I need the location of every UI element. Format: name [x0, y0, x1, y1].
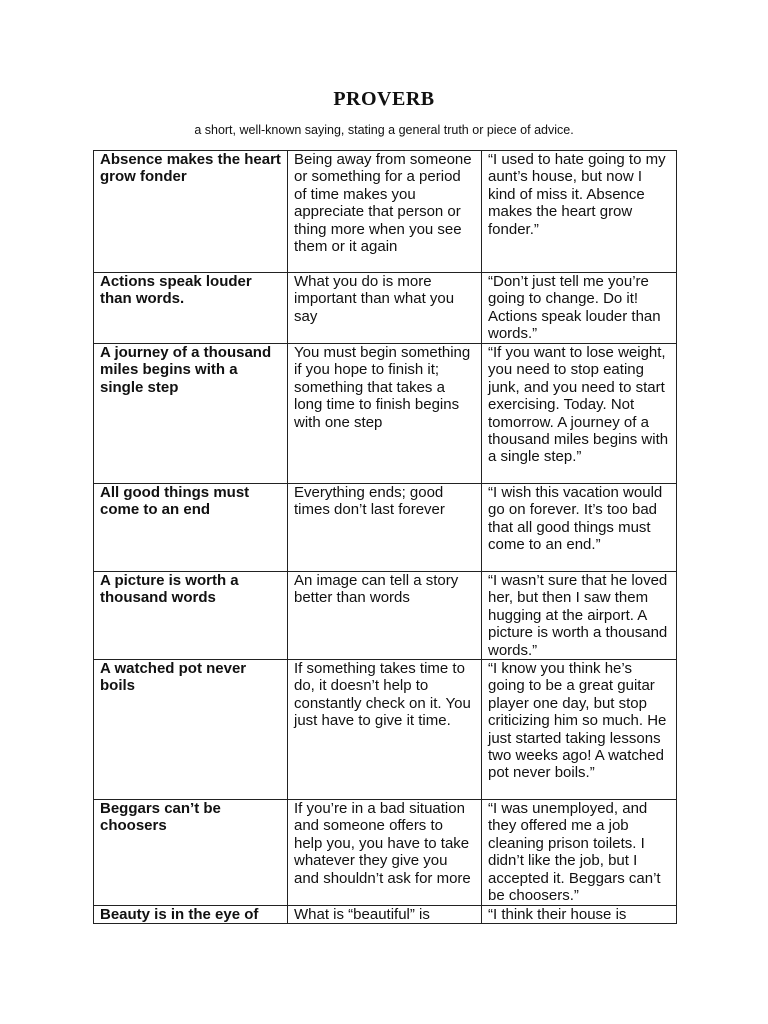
table-row [94, 800, 677, 906]
page-subtitle: a short, well-known saying, stating a general truth or piece of advice. [194, 123, 574, 137]
example-cell: “I was unemployed, and they offered me a job cleaning prison toilets. I didn’t like the job, but I accepted it. Beggars can’t be choosers.” [482, 800, 677, 906]
example-cell: “Don’t just tell me you’re going to change. Do it! Actions speak louder than words.” [482, 273, 677, 344]
meaning-cell: What you do is more important than what you say [288, 273, 482, 344]
proverb-cell: A journey of a thousand miles begins with a single step [94, 344, 288, 484]
table-row [94, 273, 677, 344]
table-row [94, 906, 677, 924]
example-cell: “I wish this vacation would go on forever. It’s too bad that all good things must come to an end.” [482, 484, 677, 572]
meaning-cell: Being away from someone or something for a period of time makes you appreciate that person or thing more when you see them or it again [288, 151, 482, 273]
example-cell: “I used to hate going to my aunt’s house, but now I kind of miss it. Absence makes the heart grow fonder.” [482, 151, 677, 273]
proverb-cell: Actions speak louder than words. [94, 273, 288, 344]
example-cell: “I think their house is [482, 906, 677, 924]
proverb-cell: Beauty is in the eye of [94, 906, 288, 924]
proverb-cell: All good things must come to an end [94, 484, 288, 572]
proverb-cell: Beggars can’t be choosers [94, 800, 288, 906]
meaning-cell: What is “beautiful” is [288, 906, 482, 924]
meaning-cell: If something takes time to do, it doesn’t help to constantly check on it. You just have to give it time. [288, 660, 482, 800]
proverb-table [93, 150, 677, 924]
proverb-cell: Absence makes the heart grow fonder [94, 151, 288, 273]
table-row [94, 660, 677, 800]
page-title: PROVERB [333, 88, 435, 110]
proverb-cell: A watched pot never boils [94, 660, 288, 800]
meaning-cell: You must begin something if you hope to finish it; something that takes a long time to finish begins with one step [288, 344, 482, 484]
table-row [94, 151, 677, 273]
table-row [94, 572, 677, 660]
example-cell: “I wasn’t sure that he loved her, but then I saw them hugging at the airport. A picture is worth a thousand words.” [482, 572, 677, 660]
example-cell: “If you want to lose weight, you need to stop eating junk, and you need to start exercising. Today. Not tomorrow. A journey of a thousand miles begins with a single step.” [482, 344, 677, 484]
table-row [94, 484, 677, 572]
example-cell: “I know you think he’s going to be a great guitar player one day, but stop criticizing him so much. He just started taking lessons two weeks ago! A watched pot never boils.” [482, 660, 677, 800]
meaning-cell: An image can tell a story better than words [288, 572, 482, 660]
table-row [94, 344, 677, 484]
proverb-cell: A picture is worth a thousand words [94, 572, 288, 660]
meaning-cell: If you’re in a bad situation and someone offers to help you, you have to take whatever they give you and shouldn’t ask for more [288, 800, 482, 906]
meaning-cell: Everything ends; good times don’t last forever [288, 484, 482, 572]
